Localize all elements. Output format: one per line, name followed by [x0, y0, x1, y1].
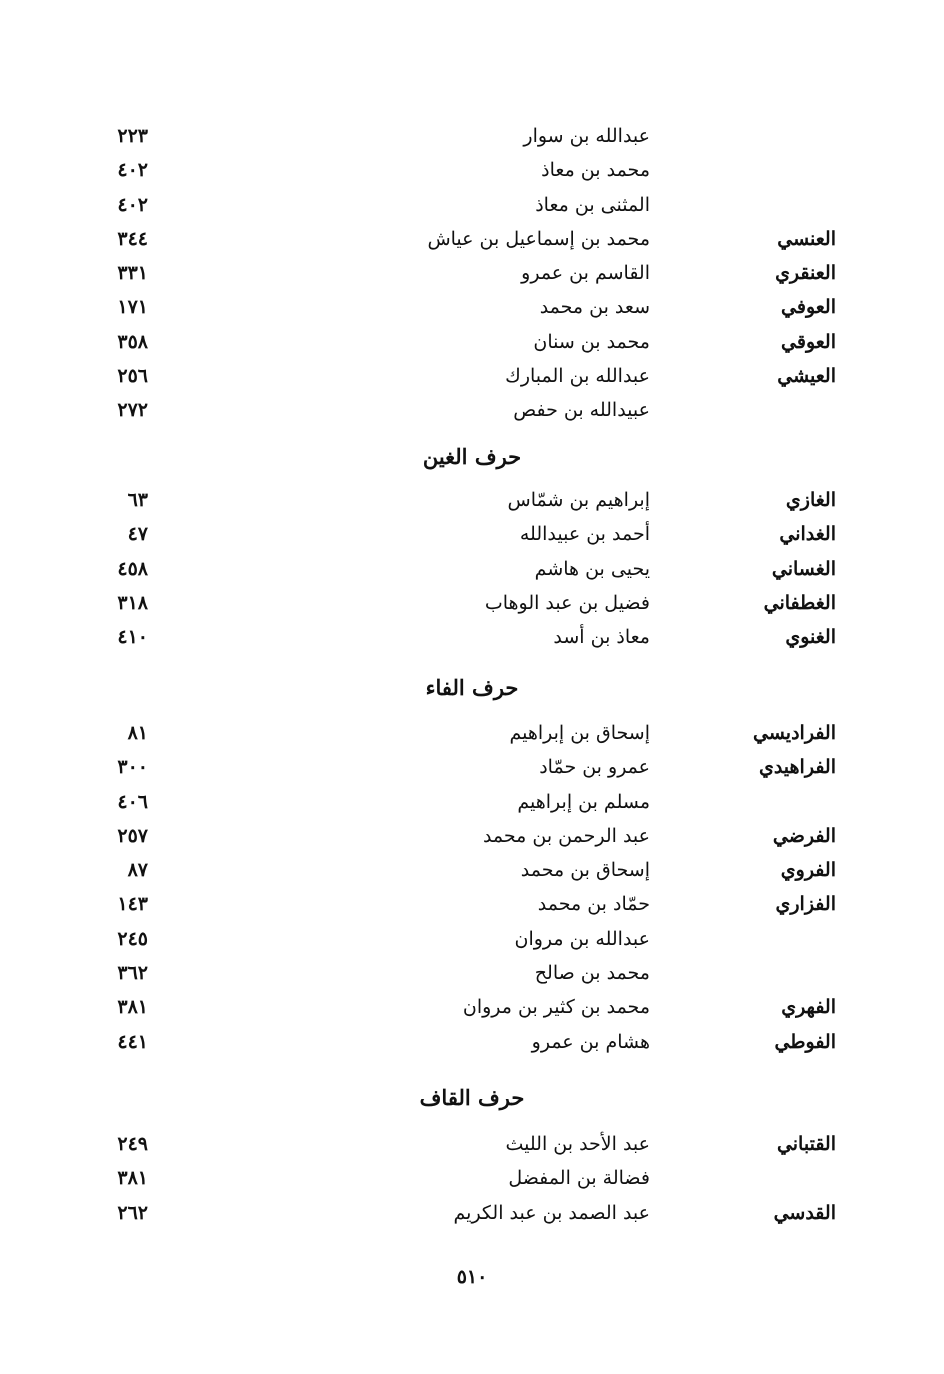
- narrator-name: معاذ بن أسد: [553, 626, 650, 649]
- nisba-label: الغنوي: [785, 626, 836, 649]
- narrator-name: محمد بن معاذ: [541, 159, 650, 182]
- nisba-label: الغساني: [771, 557, 836, 580]
- index-section: [0, 1127, 944, 1230]
- page-reference: ٢٥٦: [117, 365, 148, 388]
- nisba-label: الفراديسي: [753, 722, 836, 744]
- index-entry: [0, 153, 944, 187]
- narrator-name: عبدالله بن سوار: [523, 125, 650, 147]
- page-reference: ٣٥٨: [117, 330, 148, 353]
- page-reference: ٤٠٢: [117, 193, 148, 216]
- index-entry: [0, 853, 944, 887]
- page-reference: ٨٧: [127, 859, 148, 882]
- narrator-name: محمد بن إسماعيل بن عياش: [427, 227, 650, 250]
- narrator-name: القاسم بن عمرو: [521, 262, 650, 285]
- page-number: ٥١٠: [456, 1266, 488, 1288]
- index-entry: [0, 922, 944, 956]
- nisba-label: الفهري: [781, 996, 836, 1019]
- nisba-label: العوفي: [781, 296, 836, 319]
- narrator-name: عبيدالله بن حفص: [513, 399, 650, 422]
- page-reference: ١٧١: [117, 296, 148, 319]
- page-reference: ٤٥٨: [117, 557, 148, 580]
- page-reference: ٤٧: [127, 523, 148, 546]
- narrator-name: عمرو بن حمّاد: [539, 756, 650, 779]
- index-entry: [0, 290, 944, 324]
- index-entry: [0, 716, 944, 750]
- nisba-label: القدسي: [773, 1201, 836, 1224]
- index-entry: [0, 222, 944, 256]
- nisba-label: الفرضي: [772, 824, 836, 847]
- nisba-label: الغطفاني: [763, 591, 836, 614]
- page-reference: ٢٦٢: [117, 1201, 148, 1224]
- page-reference: ٣٨١: [117, 996, 148, 1019]
- narrator-name: إبراهيم بن شمّاس: [507, 489, 650, 511]
- narrator-name: عبد الرحمن بن محمد: [482, 824, 650, 847]
- section-heading: حرف الفاء: [425, 675, 519, 700]
- narrator-name: عبدالله بن المبارك: [505, 365, 650, 388]
- narrator-name: يحيى بن هاشم: [534, 557, 650, 580]
- page-reference: ٦٣: [127, 489, 148, 511]
- page-reference: ٣٦٢: [117, 962, 148, 985]
- index-section: [0, 483, 944, 654]
- page-reference: ٣٤٤: [117, 227, 148, 250]
- index-entry: [0, 990, 944, 1024]
- page-reference: ٣٨١: [117, 1167, 148, 1190]
- nisba-label: القتباني: [776, 1133, 836, 1155]
- index-section: [0, 119, 944, 428]
- index-entry: [0, 1196, 944, 1230]
- index-entry: [0, 586, 944, 620]
- page-reference: ٤١٠: [117, 626, 148, 649]
- narrator-name: مسلم بن إبراهيم: [517, 790, 650, 813]
- narrator-name: محمد بن سنان: [533, 330, 650, 353]
- narrator-name: المثنى بن معاذ: [535, 193, 650, 216]
- index-entry: [0, 188, 944, 222]
- index-entry: [0, 887, 944, 921]
- page-reference: ٣٣١: [117, 262, 148, 285]
- narrator-name: سعد بن محمد: [539, 296, 650, 319]
- narrator-name: إسحاق بن محمد: [520, 859, 650, 882]
- nisba-label: الغداني: [779, 523, 836, 546]
- nisba-label: الفراهيدي: [758, 756, 836, 779]
- page-reference: ٢٤٩: [117, 1133, 148, 1155]
- page-reference: ٨١: [127, 722, 148, 744]
- narrator-name: هشام بن عمرو: [531, 1030, 650, 1053]
- page-reference: ٢٢٣: [117, 125, 148, 147]
- narrator-name: محمد بن كثير بن مروان: [462, 996, 650, 1019]
- narrator-name: حمّاد بن محمد: [537, 893, 650, 916]
- nisba-label: العنسي: [777, 227, 836, 250]
- index-entry: [0, 785, 944, 819]
- page-reference: ١٤٣: [117, 893, 148, 916]
- page-reference: ٣٠٠: [117, 756, 148, 779]
- index-entry: [0, 517, 944, 551]
- narrator-name: عبد الأحد بن الليث: [505, 1133, 650, 1155]
- index-entry: [0, 552, 944, 586]
- narrator-name: فضيل بن عبد الوهاب: [484, 591, 650, 614]
- nisba-label: العوقي: [781, 330, 836, 353]
- nisba-label: الفروي: [780, 859, 836, 882]
- index-entry: [0, 956, 944, 990]
- narrator-name: أحمد بن عبيدالله: [519, 523, 650, 546]
- index-entry: [0, 393, 944, 427]
- page-reference: ٤٠٢: [117, 159, 148, 182]
- nisba-label: الفزاري: [775, 893, 836, 916]
- index-entry: [0, 1127, 944, 1161]
- narrator-name: عبد الصمد بن عبد الكريم: [453, 1201, 650, 1224]
- index-entry: [0, 620, 944, 654]
- index-entry: [0, 483, 944, 517]
- narrator-name: عبدالله بن مروان: [514, 927, 650, 950]
- index-entry: [0, 819, 944, 853]
- index-entry: [0, 750, 944, 784]
- nisba-label: الغازي: [785, 489, 836, 511]
- page-reference: ٢٥٧: [117, 824, 148, 847]
- nisba-label: الفوطي: [774, 1030, 836, 1053]
- narrator-name: فضالة بن المفضل: [508, 1167, 650, 1190]
- narrator-name: إسحاق بن إبراهيم: [509, 722, 650, 744]
- page-reference: ٣١٨: [117, 591, 148, 614]
- page-reference: ٢٤٥: [117, 927, 148, 950]
- narrator-name: محمد بن صالح: [534, 962, 650, 985]
- page-reference: ٤٠٦: [117, 790, 148, 813]
- index-section: [0, 716, 944, 1059]
- index-entry: [0, 1161, 944, 1195]
- index-entry: [0, 119, 944, 153]
- nisba-label: العيشي: [777, 365, 836, 388]
- index-entry: [0, 325, 944, 359]
- section-heading: حرف الغين: [422, 444, 522, 469]
- index-entry: [0, 256, 944, 290]
- page-reference: ٤٤١: [117, 1030, 148, 1053]
- section-heading: حرف القاف: [419, 1085, 525, 1110]
- index-entry: [0, 1025, 944, 1059]
- index-entry: [0, 359, 944, 393]
- nisba-label: العنقري: [775, 262, 836, 285]
- page-reference: ٢٧٢: [117, 399, 148, 422]
